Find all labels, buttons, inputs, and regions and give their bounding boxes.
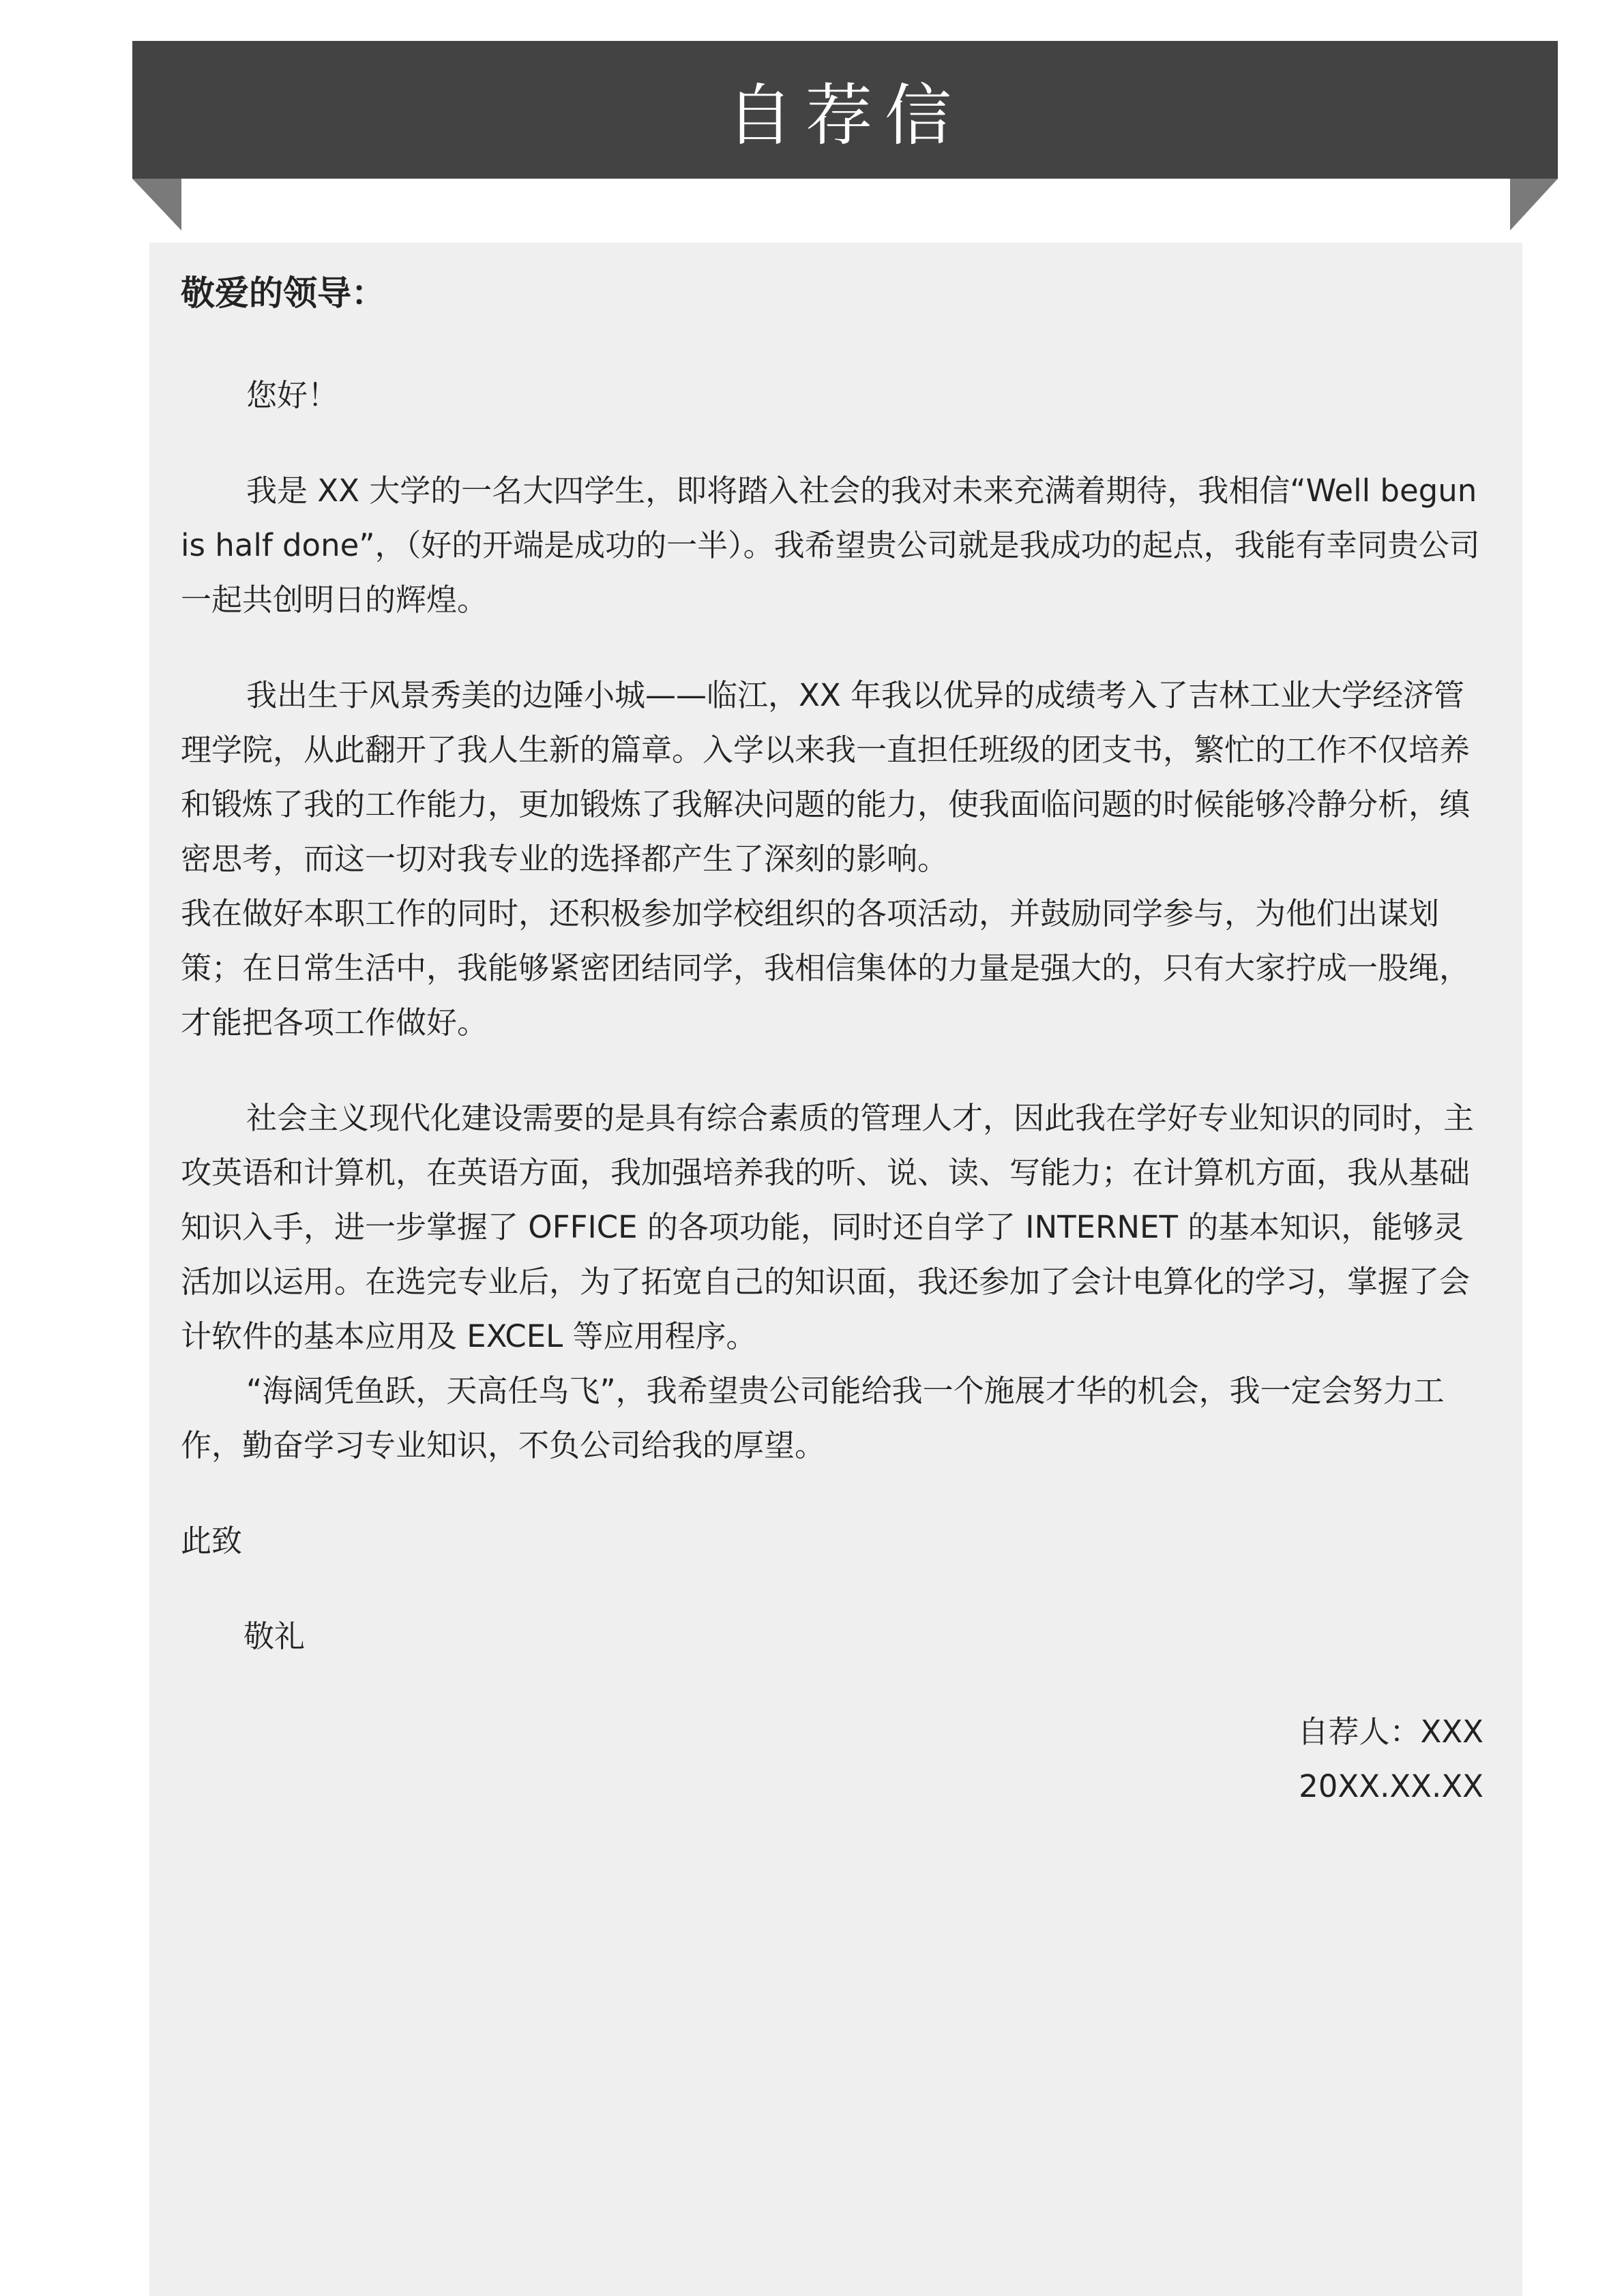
letter-hello: 您好！: [246, 377, 339, 413]
spacer: [181, 627, 1483, 668]
letter-closing-cizhi: 此致: [181, 1523, 243, 1559]
spacer: [181, 1473, 1483, 1514]
letter-paragraph-1: 我是 XX 大学的一名大四学生，即将踏入社会的我对未来充满着期待，我相信“Well begun is half done”，（好的开端是成功的一半）。我希望贵公司就是我成功的起点，我能有幸同贵公司一起共创明日的辉煌。: [181, 473, 1480, 618]
letter-paragraph-2: 我出生于风景秀美的边陲小城——临江，XX 年我以优异的成绩考入了吉林工业大学经济管理学院，从此翻开了我人生新的篇章。入学以来我一直担任班级的团支书，繁忙的工作不仅培养和锻炼了我的工作能力，更加锻炼了我解决问题的能力，使我面临问题的时候能够冷静分析，缜密思考，而这一切对我专业的选择都产生了深刻的影响。: [181, 677, 1471, 877]
spacer: [181, 1050, 1483, 1091]
letter-paragraph-3: 我在做好本职工作的同时，还积极参加学校组织的各项活动，并鼓励同学参与，为他们出谋划策；在日常生活中，我能够紧密团结同学，我相信集体的力量是强大的，只有大家拧成一股绳，才能把各项工作做好。: [181, 895, 1471, 1041]
letter-paragraph-5: “海阔凭鱼跃，天高任鸟飞”，我希望贵公司能给我一个施展才华的机会，我一定会努力工作，勤奋学习专业知识，不负公司给我的厚望。: [181, 1373, 1445, 1463]
letter-body: [181, 259, 1483, 1814]
letter-signer: 自荐人：XXX: [1297, 1714, 1483, 1750]
banner-fold-right: [1510, 179, 1558, 230]
letter-paragraph-4: 社会主义现代化建设需要的是具有综合素质的管理人才，因此我在学好专业知识的同时，主攻英语和计算机，在英语方面，我加强培养我的听、说、读、写能力；在计算机方面，我从基础知识入手，进一步掌握了 OFFICE 的各项功能，同时还自学了 INTERNET 的基本知识，能够灵活加以运用。在选完专业后，为了拓宽自己的知识面，我还参加了会计电算化的学习，掌握了会计软件的基本应用及 EXCEL 等应用程序。: [181, 1100, 1475, 1354]
spacer: [181, 1568, 1483, 1609]
letter-greeting: 敬爱的领导：: [181, 273, 385, 313]
banner-fold-left: [132, 179, 181, 230]
title-banner: [132, 41, 1558, 179]
spacer: [181, 327, 1483, 368]
spacer: [181, 423, 1483, 464]
letter-closing-jingli: 敬礼: [243, 1618, 306, 1654]
page-title: 自荐信: [726, 76, 964, 155]
spacer: [181, 1664, 1483, 1705]
letter-date: 20XX.XX.XX: [1299, 1768, 1483, 1804]
